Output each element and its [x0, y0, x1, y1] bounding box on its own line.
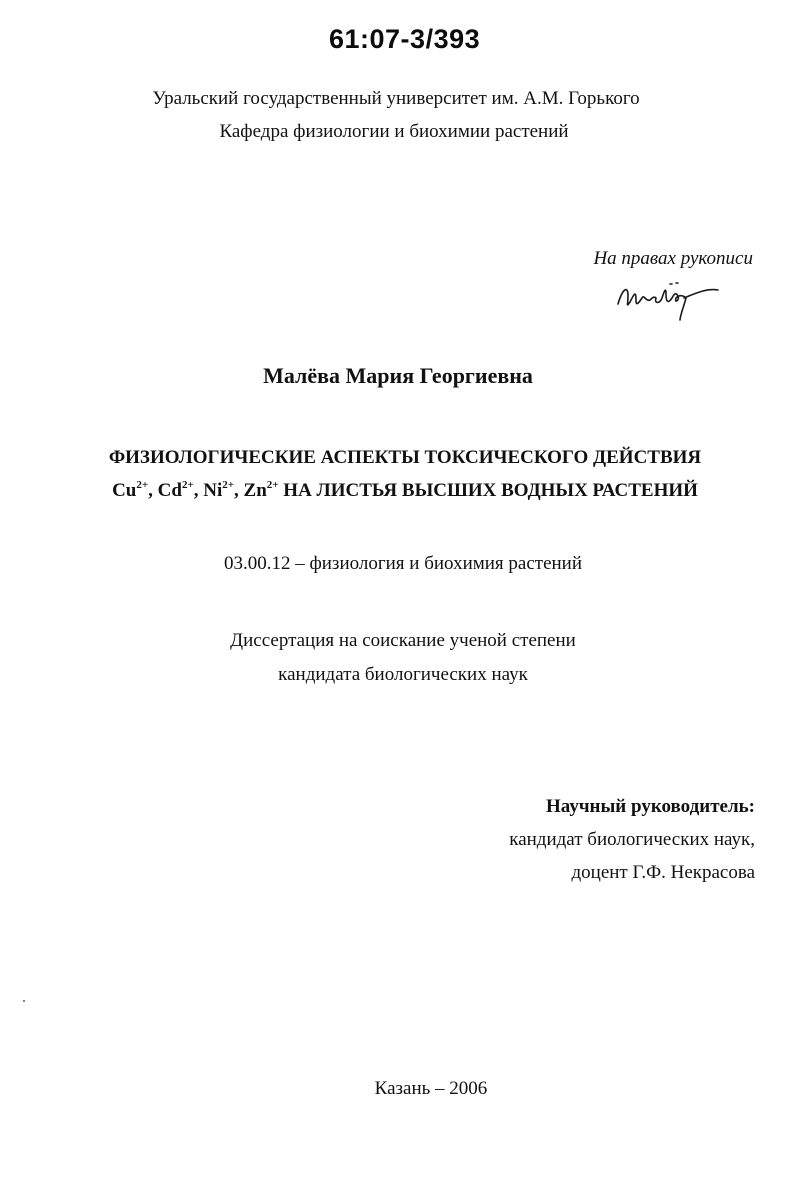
degree-line-1: Диссертация на соискание ученой степени [230, 630, 576, 651]
city-year: Казань – 2006 [374, 1078, 488, 1099]
degree-line-2: кандидата биологических наук [278, 664, 528, 685]
thesis-title-line-2 [7, 480, 796, 502]
thesis-title-tail: НА ЛИСТЬЯ ВЫСШИХ ВОДНЫХ РАСТЕНИЙ [283, 480, 698, 501]
supervisor-degree: кандидат биологических наук, [509, 829, 755, 850]
university-name: Уральский государственный университет им. А.М. Горького [152, 88, 640, 109]
library-code: 61:07-3/393 [329, 24, 481, 54]
ion-cu: $Cu^{2+}$, [112, 478, 158, 501]
ion-ni: $Ni^{2+}$, [203, 478, 244, 501]
specialty-code: 03.00.12 – физиология и биохимия растений [223, 553, 583, 574]
scan-speck [23, 1000, 25, 1002]
supervisor-label: Научный руководитель: [546, 796, 755, 817]
ion-cd: $Cd^{2+}$, [157, 478, 204, 501]
department-name: Кафедра физиологии и биохимии растений [219, 121, 569, 142]
manuscript-note: На правах рукописи [593, 248, 753, 269]
author-signature [614, 276, 724, 322]
author-name: Малёва Мария Георгиевна [263, 363, 533, 388]
ion-zn: $Zn^{2+}$ [243, 478, 279, 501]
supervisor-name: доцент Г.Ф. Некрасова [571, 862, 755, 883]
thesis-title-line-1: ФИЗИОЛОГИЧЕСКИЕ АСПЕКТЫ ТОКСИЧЕСКОГО ДЕЙСТВИЯ [108, 447, 702, 468]
